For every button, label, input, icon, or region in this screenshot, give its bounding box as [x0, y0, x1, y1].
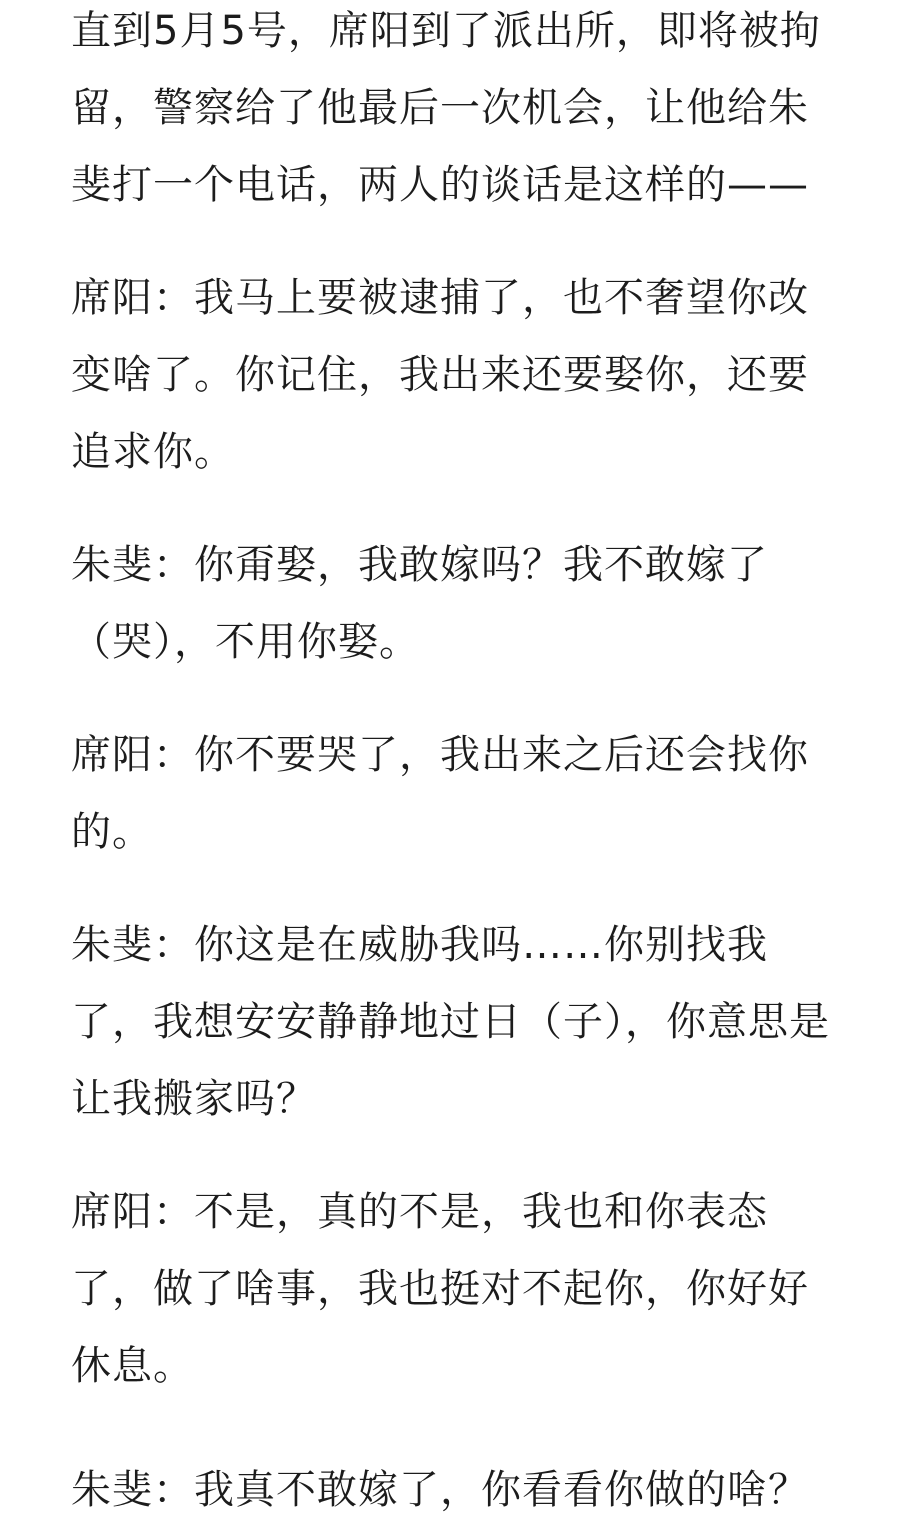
article-body — [71, 0, 841, 1405]
paragraph-dialogue-zhufei-cutoff: 朱斐：我真不敢嫁了，你看看你做的啥？ — [71, 1467, 809, 1513]
paragraph-dialogue-zhufei: 朱斐：你甭娶，我敢嫁吗？我不敢嫁了（哭），不用你娶。 — [71, 542, 768, 665]
paragraph-dialogue-xiyang: 席阳：不是，真的不是，我也和你表态了，做了啥事，我也挺对不起你，你好好休息。 — [71, 1189, 809, 1389]
paragraph-dialogue-zhufei: 朱斐：你这是在威胁我吗……你别找我了，我想安安静静地过日（子），你意思是让我搬家吗？ — [71, 922, 830, 1122]
paragraph-dialogue-xiyang: 席阳：你不要哭了，我出来之后还会找你的。 — [71, 732, 809, 855]
paragraph-narration: 直到5月5号，席阳到了派出所，即将被拘留，警察给了他最后一次机会，让他给朱斐打一个电话，两人的谈话是这样的—— — [71, 8, 821, 208]
partial-paragraph-container — [0, 1452, 922, 1538]
paragraph-dialogue-xiyang: 席阳：我马上要被逮捕了，也不奢望你改变啥了。你记住，我出来还要娶你，还要追求你。 — [71, 275, 809, 475]
